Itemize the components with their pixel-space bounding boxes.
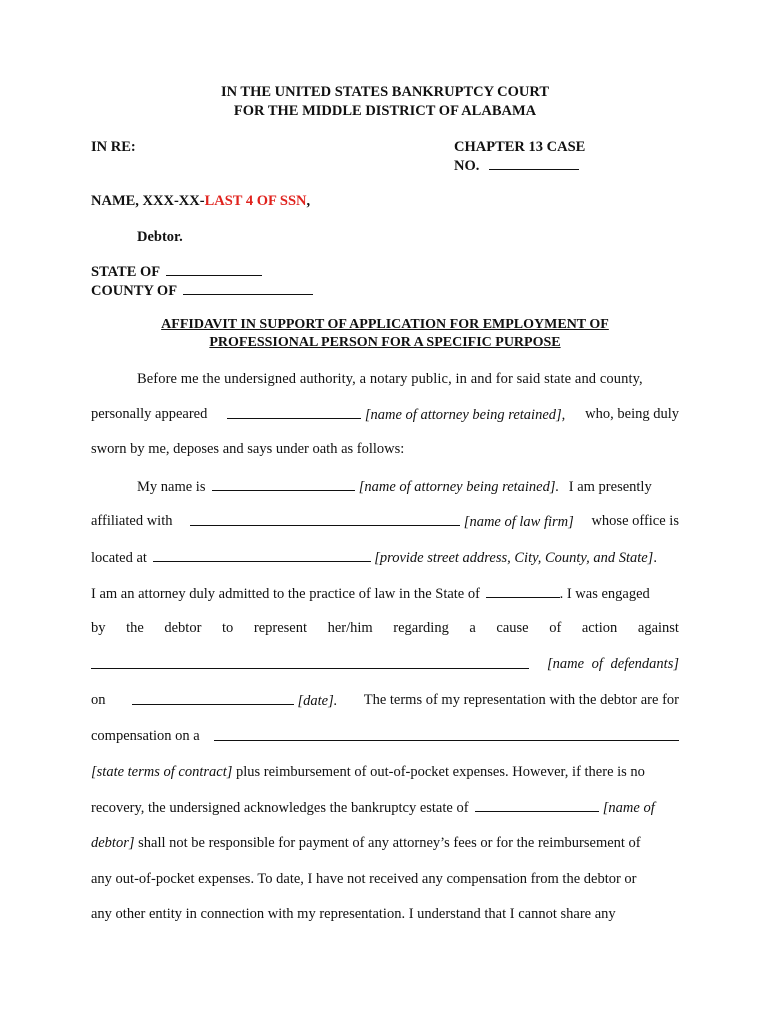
my-name-is-text: My name is	[137, 479, 206, 495]
word: against	[637, 620, 679, 636]
word: debtor	[164, 620, 202, 636]
compensation-text: compensation on a	[91, 728, 200, 744]
contract-terms-blank	[214, 728, 679, 741]
address-period: .	[653, 550, 657, 566]
word: a	[469, 620, 476, 636]
whose-office-text: whose office is	[591, 513, 679, 529]
court-heading-line2: FOR THE MIDDLE DISTRICT OF ALABAMA	[233, 103, 537, 119]
p2-line6	[91, 656, 679, 673]
county-label: COUNTY OF	[91, 283, 177, 299]
debtor-name-blank	[475, 799, 599, 812]
p2-line9	[91, 764, 679, 781]
p2-line5	[91, 620, 679, 637]
p1-line2	[91, 406, 679, 424]
fees-text: shall not be responsible for payment of any attorney’s fees or for the reimbursement of	[138, 835, 641, 851]
contract-terms-placeholder: [state terms of contract]	[91, 764, 233, 780]
debtor-name-placeholder-start: [name of	[602, 800, 655, 816]
county-blank	[183, 282, 313, 295]
word: of	[549, 620, 562, 636]
word: to	[222, 620, 234, 636]
in-re-label: IN RE:	[91, 139, 136, 155]
debtor-label: Debtor.	[137, 229, 183, 245]
p2-line1	[137, 478, 679, 496]
affidavit-title-line1: AFFIDAVIT IN SUPPORT OF APPLICATION FOR EMPLOYMENT OF	[161, 317, 609, 332]
word: by	[91, 620, 106, 636]
word: cause	[496, 620, 529, 636]
word: action	[581, 620, 618, 636]
p1-line1-text: Before me the undersigned authority, a notary public, in and for said state and county,	[137, 371, 643, 387]
affidavit-title-line2: PROFESSIONAL PERSON FOR A SPECIFIC PURPOSE	[209, 335, 561, 350]
attorney-name-blank-2	[212, 478, 355, 491]
terms-text: The terms of my representation with the debtor are for	[363, 692, 679, 708]
state-line	[91, 263, 262, 281]
engaged-text: . I was engaged	[559, 586, 650, 602]
state-blank	[166, 263, 262, 276]
date-blank	[132, 692, 294, 705]
located-at-text: located at	[91, 550, 147, 566]
case-number-label: NO.	[454, 158, 480, 174]
recovery-text: recovery, the undersigned acknowledges the bankruptcy estate of	[91, 800, 469, 816]
state-label: STATE OF	[91, 264, 160, 280]
word: the	[126, 620, 144, 636]
personally-appeared-text: personally appeared	[91, 406, 208, 422]
affiliated-with-text: affiliated with	[91, 513, 173, 529]
p2-line3	[91, 549, 679, 567]
word: regarding	[393, 620, 449, 636]
word: her/him	[327, 620, 373, 636]
attorney-name-placeholder-2: [name of attorney being retained].	[358, 479, 560, 495]
p2-line12: any out-of-pocket expenses. To date, I have not received any compensation from the debtor or	[91, 871, 637, 887]
p2-line7	[91, 692, 679, 710]
name-suffix: ,	[306, 193, 311, 209]
p2-line13: any other entity in connection with my representation. I understand that I cannot share any	[91, 906, 616, 922]
p1-line3: sworn by me, deposes and says under oath as follows:	[91, 441, 405, 457]
attorney-name-blank-1	[227, 406, 565, 424]
name-prefix: NAME, XXX-XX-	[91, 193, 205, 209]
on-text: on	[91, 692, 106, 708]
reimbursement-text: plus reimbursement of out-of-pocket expenses. However, if there is no	[236, 764, 645, 780]
defendants-blank	[91, 656, 529, 669]
debtor-name-line	[91, 193, 310, 210]
county-line	[91, 282, 313, 300]
p2-line10	[91, 799, 679, 817]
state-of-admission-blank	[486, 585, 560, 598]
law-firm-placeholder: [name of law firm]	[463, 514, 574, 530]
ssn-placeholder: LAST 4 OF SSN	[204, 193, 307, 209]
p2-line2	[91, 513, 679, 531]
attorney-name-placeholder-1: [name of attorney being retained],	[364, 407, 566, 423]
case-number	[454, 157, 579, 175]
admitted-text: I am an attorney duly admitted to the practice of law in the State of	[91, 586, 480, 602]
p2-line11	[91, 835, 679, 852]
court-heading-line1: IN THE UNITED STATES BANKRUPTCY COURT	[220, 84, 550, 100]
word: represent	[253, 620, 307, 636]
p2-line4	[91, 585, 679, 603]
case-number-blank	[489, 157, 579, 170]
p1-line1	[137, 371, 679, 388]
date-placeholder: [date].	[297, 693, 338, 709]
debtor-name-placeholder-end: debtor]	[91, 835, 135, 851]
p2-line8	[91, 728, 679, 745]
who-being-duly-text: who, being duly	[585, 406, 679, 422]
address-placeholder: [provide street address, City, County, and State]	[374, 550, 654, 566]
chapter-label: CHAPTER 13 CASE	[454, 139, 586, 155]
law-firm-blank	[190, 513, 460, 526]
address-blank	[153, 549, 371, 562]
defendants-placeholder: [name of defendants]	[546, 656, 679, 672]
presently-text: I am presently	[568, 479, 652, 495]
